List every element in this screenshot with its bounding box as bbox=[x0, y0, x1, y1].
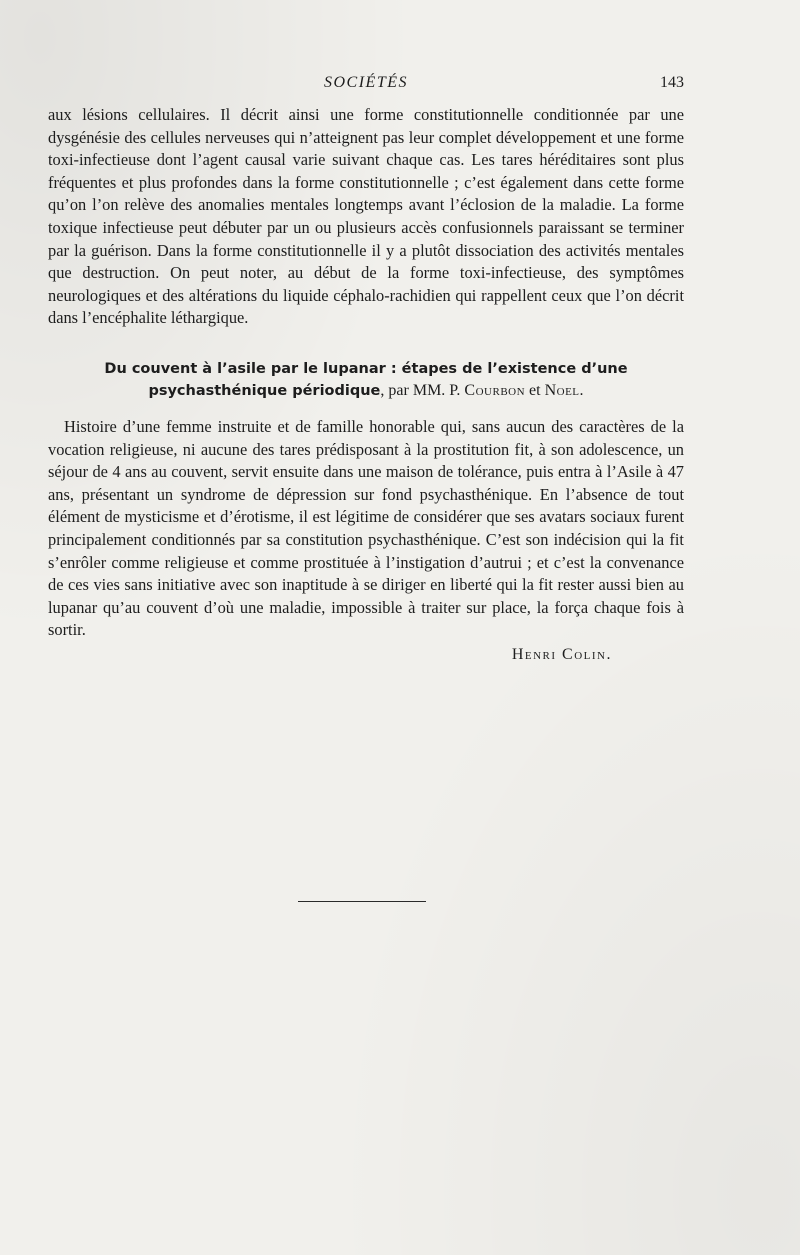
abstract-title: Du couvent à l’asile par le lupanar : étapes de l’existence d’une psychasthénique périodique bbox=[104, 360, 628, 399]
page-header bbox=[48, 74, 684, 96]
paragraph-continued: aux lésions cellulaires. Il décrit ainsi une forme constitutionnelle conditionnée par une dysgénésie des cellules nerveuses qui n’atteignent pas leur complet développement et une forme toxi-infectieuse dont l’agent causal varie suivant chaque cas. Les tares héréditaires sont plus fréquentes et plus profondes dans la forme constitutionnelle ; c’est également dans cette forme qu’on l’on relève des anomalies mentales longtemps avant l’éclosion de la maladie. La forme toxique infectieuse peut débuter par un ou plusieurs accès confusionnels paraissant se terminer par la guérison. Dans la forme constitutionnelle il y a plutôt dissociation des activités mentales que destruction. On peut noter, au début de la forme toxi-infectieuse, des symptômes neurologiques et des altérations du liquide céphalo-rachidien qui rappellent ceux que l’on décrit dans l’encéphalite léthargique. bbox=[48, 105, 684, 328]
abstract-heading bbox=[48, 358, 684, 402]
author-courbon: Courbon bbox=[464, 381, 526, 399]
abstract-authors bbox=[380, 382, 583, 399]
page-number: 143 bbox=[660, 74, 684, 91]
authors-conjunction: et bbox=[525, 381, 545, 399]
article-body bbox=[48, 104, 684, 666]
author-noel: Noel bbox=[544, 381, 580, 399]
abstract-body: Histoire d’une femme instruite et de famille honorable qui, sans aucun des caractères de la vocation religieuse, ni aucune des tares prédisposant à la prostitution fit, à son adolescence, un séjour de 4 ans au couvent, servit ensuite dans une maison de tolérance, puis entra à l’Asile à 47 ans, présentant un syndrome de dépression sur fond psychasthénique. En l’absence de tout élément de mysticisme et d’érotisme, il est légitime de considérer que ses avatars sociaux furent principalement conditionnés par sa constitution psychasthénique. C’est son indécision qui la fit s’enrôler comme religieuse et comme prostituée à l’instigation d’autrui ; et c’est la convenance de ces vies sans initiative avec son inaptitude à se diriger en liberté qui la fit rester aussi bien au lupanar qu’au couvent d’où une maladie, impossible à traiter sur place, la força chaque fois à sortir. bbox=[48, 416, 684, 640]
authors-suffix: . bbox=[579, 381, 584, 399]
running-title: SOCIÉTÉS bbox=[324, 74, 408, 91]
end-rule bbox=[298, 901, 426, 902]
authors-prefix: , par MM. P. bbox=[380, 381, 465, 399]
signature: Henri Colin. bbox=[511, 645, 612, 663]
